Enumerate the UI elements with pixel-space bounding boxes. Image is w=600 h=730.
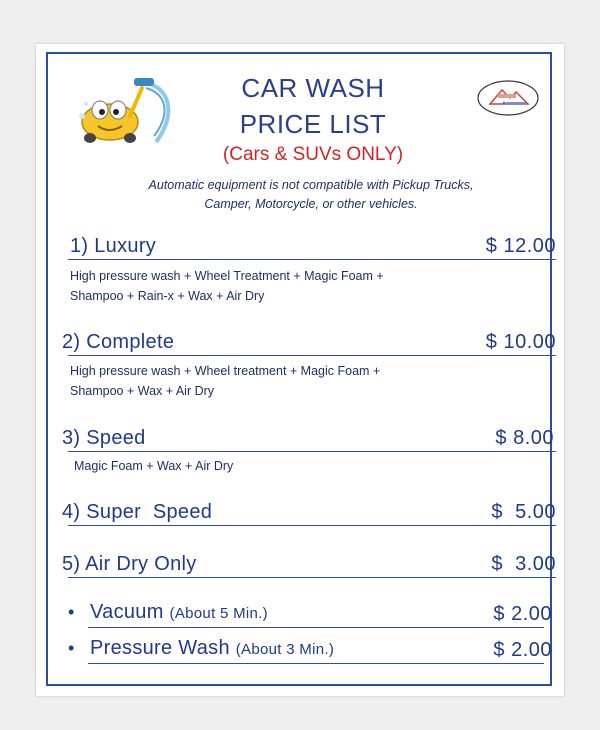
item-description (74, 456, 554, 476)
item-number: 5) (62, 553, 81, 575)
item-title (70, 234, 156, 258)
description-line: High pressure wash + Wheel treatment + Magic Foam + (70, 364, 381, 378)
description-line: Shampoo + Rain-x + Wax + Air Dry (70, 289, 265, 303)
description-line: Magic Foam + Wax + Air Dry (74, 459, 234, 473)
item-name: Super Speed (86, 501, 213, 523)
item-name: Pressure Wash (90, 637, 230, 659)
page-subtitle: (Cars & SUVs ONLY) (222, 144, 404, 165)
item-title (62, 426, 146, 450)
price-item-speed (62, 422, 556, 452)
item-title (62, 500, 212, 524)
item-description (70, 361, 550, 401)
mountain-badge-logo-icon (476, 78, 540, 118)
item-price: $ 2.00 (493, 603, 552, 625)
item-price: $ 5.00 (491, 501, 556, 523)
car-wash-mascot-icon (76, 76, 180, 148)
item-title (90, 636, 334, 662)
bullet-icon: • (68, 638, 75, 658)
item-title (62, 552, 197, 576)
bullet-icon: • (68, 602, 75, 622)
page-border (46, 52, 556, 686)
item-name: Vacuum (90, 601, 164, 623)
item-price: $ 12.00 (485, 235, 556, 257)
item-number: 4) (62, 501, 81, 523)
compatibility-notice (78, 176, 544, 214)
item-number: 1) (70, 235, 89, 257)
item-price: $ 2.00 (493, 639, 552, 661)
item-description (70, 266, 550, 306)
item-duration-note: (About 5 Min.) (169, 605, 268, 622)
item-price: $ 3.00 (491, 553, 556, 575)
item-name: Luxury (94, 235, 157, 257)
description-line: Shampoo + Wax + Air Dry (70, 384, 215, 398)
item-title (90, 600, 268, 626)
description-line: High pressure wash + Wheel Treatment + Magic Foam + (70, 269, 384, 283)
item-number: 2) (62, 331, 81, 353)
item-title (62, 330, 174, 354)
item-number: 3) (62, 427, 81, 449)
item-duration-note: (About 3 Min.) (235, 641, 335, 658)
item-name: Complete (86, 331, 175, 353)
notice-line-2: Camper, Motorcycle, or other vehicles. (204, 197, 418, 211)
price-item-super-speed (62, 496, 556, 526)
price-item-luxury (68, 230, 556, 260)
extra-item-pressure-wash (88, 634, 552, 664)
page-title-line-1: CAR WASH (241, 73, 385, 103)
price-item-complete (62, 326, 556, 356)
price-item-air-dry-only (62, 548, 556, 578)
item-name: Air Dry Only (85, 553, 197, 575)
item-price: $ 8.00 (495, 427, 554, 449)
item-name: Speed (86, 427, 146, 449)
notice-line-1: Automatic equipment is not compatible with Pickup Trucks, (148, 178, 474, 192)
page-title-line-2: PRICE LIST (239, 109, 387, 139)
item-price: $ 10.00 (485, 331, 556, 353)
extra-item-vacuum (88, 598, 552, 628)
price-list-page (36, 44, 564, 696)
